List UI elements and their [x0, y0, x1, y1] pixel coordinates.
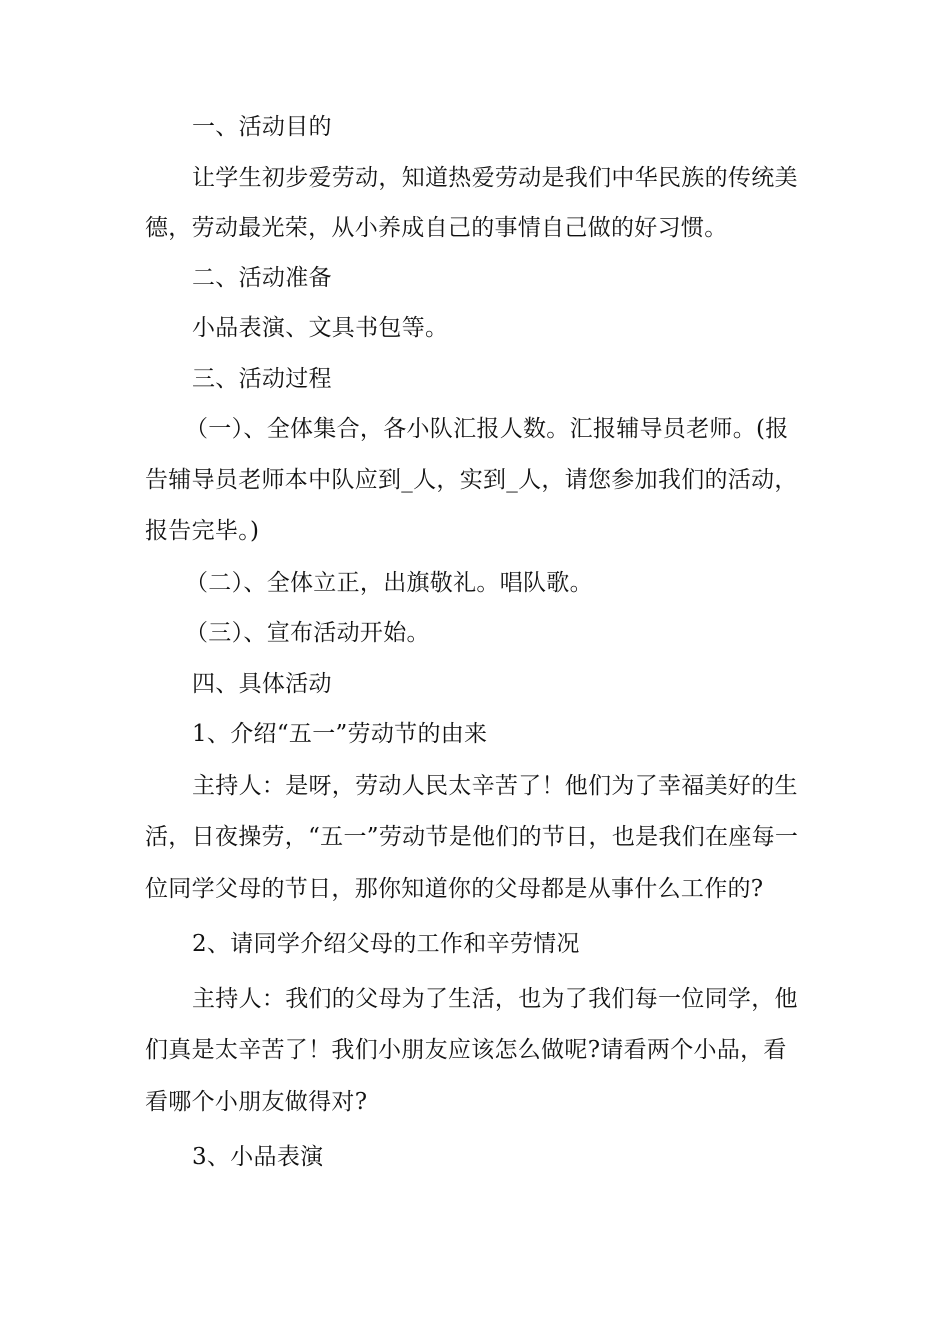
- paragraph-line: 活，日夜操劳，“五一”劳动节是他们的节日，也是我们在座每一: [145, 824, 799, 850]
- paragraph-line: 报告完毕。): [145, 518, 260, 544]
- paragraph-line: （三）、宣布活动开始。: [185, 620, 430, 646]
- section-heading-process: 三、活动过程: [192, 366, 332, 392]
- paragraph-line: （二）、全体立正，出旗敬礼。唱队歌。: [185, 570, 593, 596]
- list-item-heading: 3、小品表演: [192, 1144, 324, 1170]
- paragraph-line: 小品表演、文具书包等。: [192, 315, 449, 341]
- section-heading-activities: 四、具体活动: [192, 671, 332, 697]
- list-item-heading: 2、请同学介绍父母的工作和辛劳情况: [192, 931, 580, 957]
- paragraph-line: 德，劳动最光荣，从小养成自己的事情自己做的好习惯。: [145, 215, 728, 241]
- paragraph-line: 主持人：是呀，劳动人民太辛苦了！他们为了幸福美好的生: [192, 773, 798, 799]
- section-heading-purpose: 一、活动目的: [192, 114, 332, 140]
- paragraph-line: （一）、全体集合，各小队汇报人数。汇报辅导员老师。(报: [185, 416, 789, 442]
- paragraph-line: 主持人：我们的父母为了生活，也为了我们每一位同学，他: [192, 986, 798, 1012]
- list-item-heading: 1、介绍“五一”劳动节的由来: [192, 721, 488, 747]
- paragraph-line: 们真是太辛苦了！我们小朋友应该怎么做呢?请看两个小品，看: [145, 1037, 787, 1063]
- paragraph-line: 告辅导员老师本中队应到_人，实到_人，请您参加我们的活动，: [145, 467, 798, 493]
- paragraph-line: 位同学父母的节日，那你知道你的父母都是从事什么工作的?: [145, 876, 764, 902]
- paragraph-line: 看哪个小朋友做得对?: [145, 1089, 368, 1115]
- paragraph-line: 让学生初步爱劳动，知道热爱劳动是我们中华民族的传统美: [192, 165, 798, 191]
- section-heading-preparation: 二、活动准备: [192, 265, 332, 291]
